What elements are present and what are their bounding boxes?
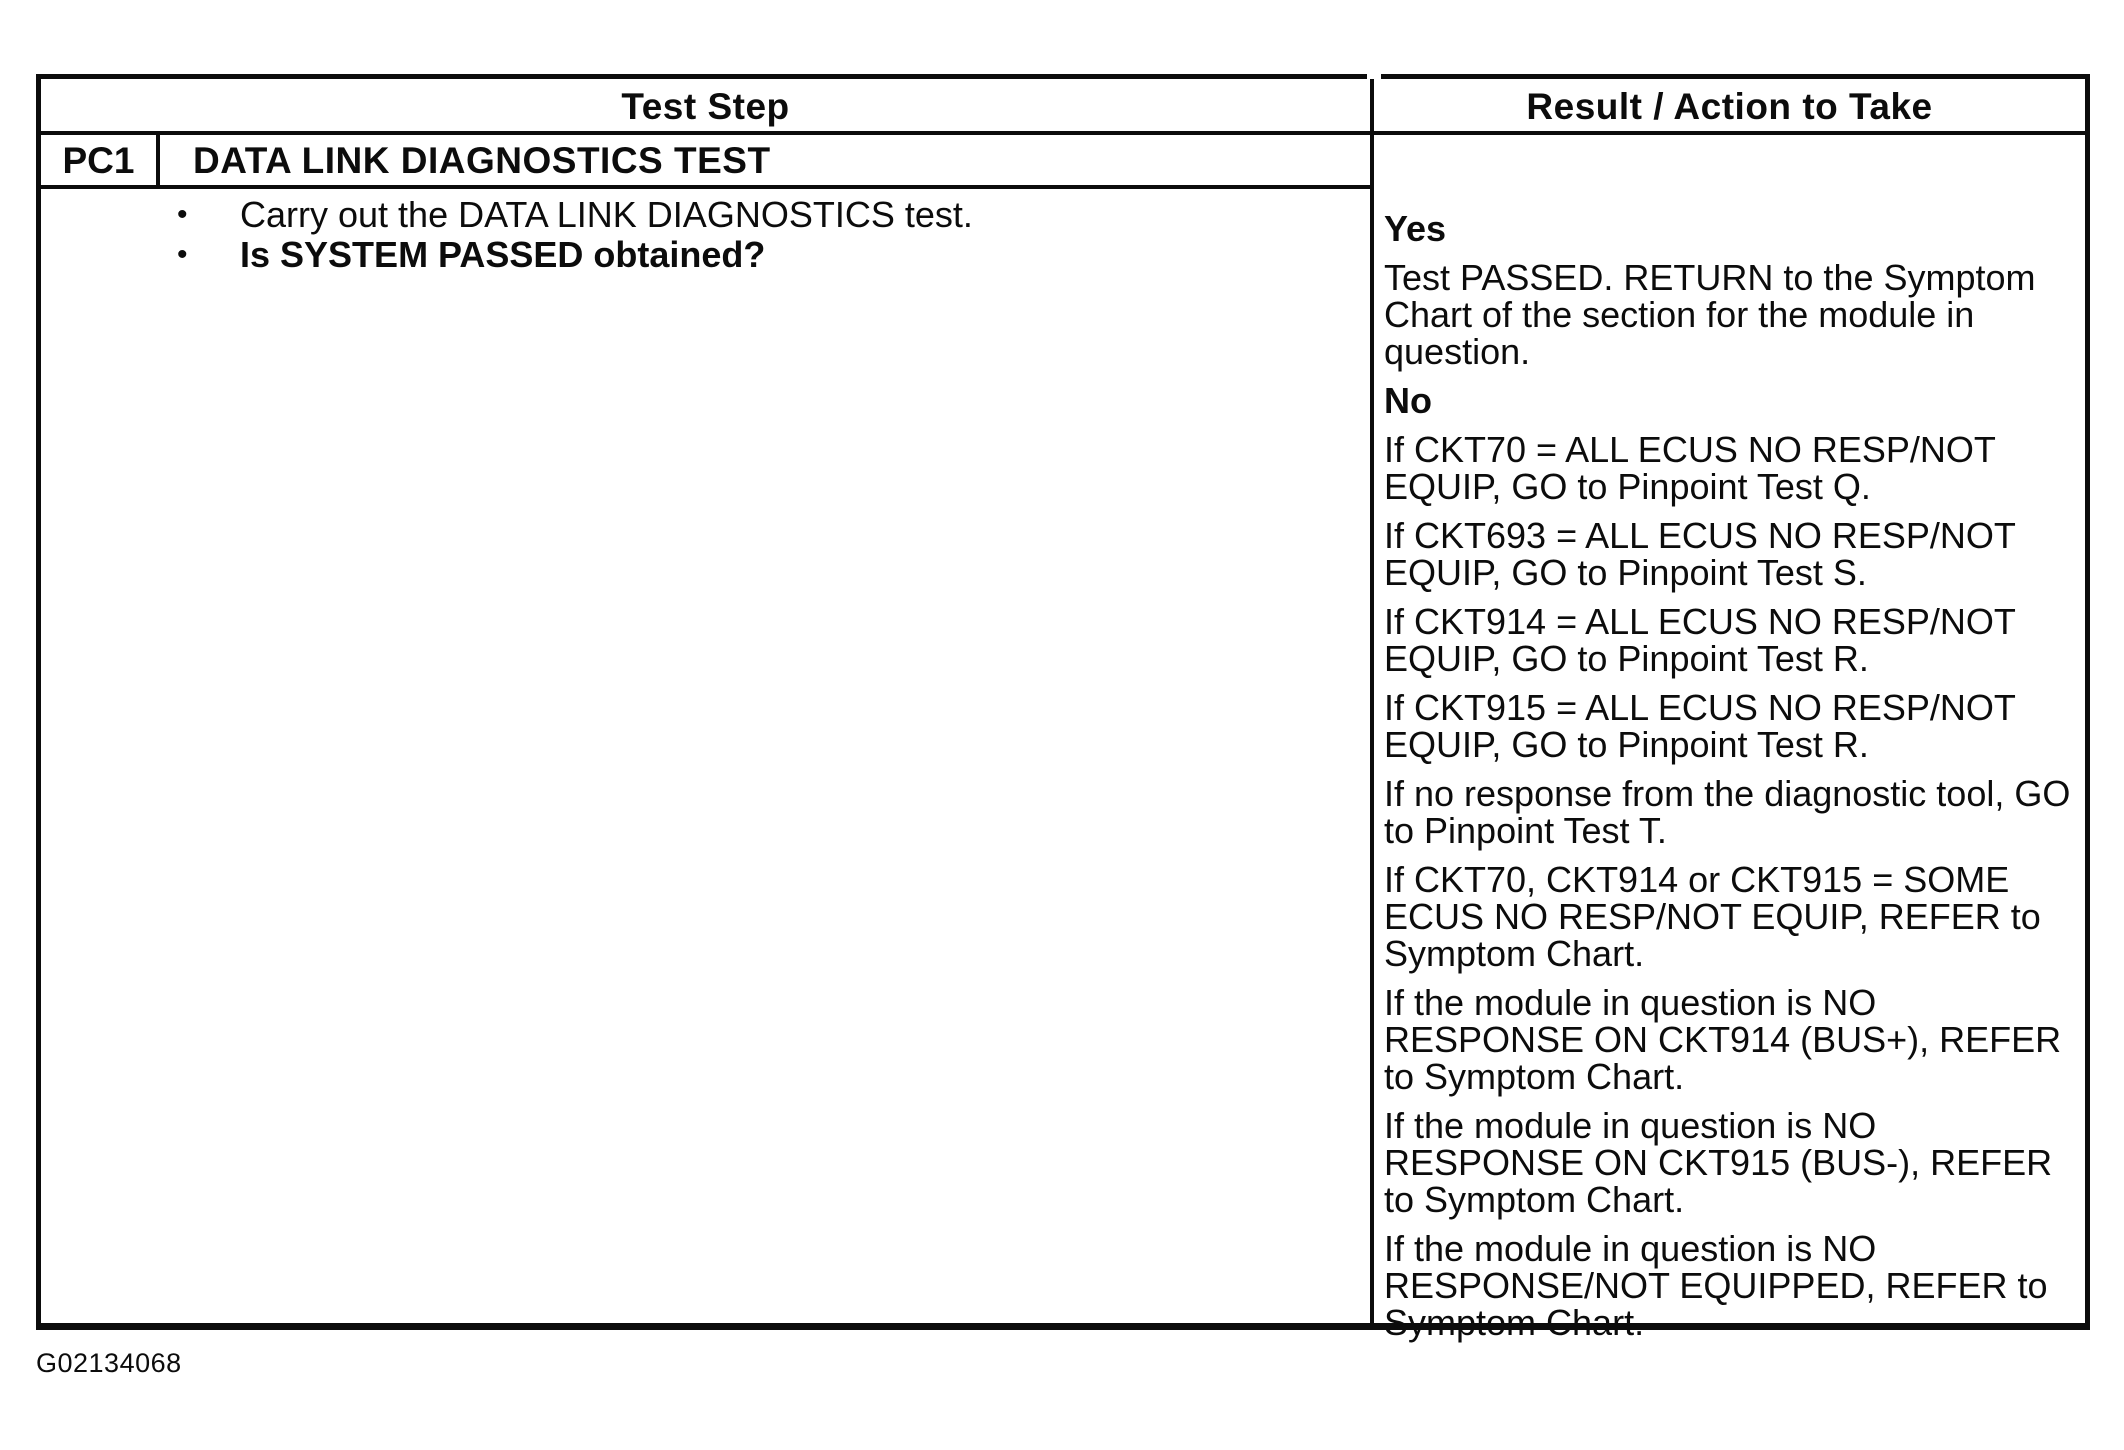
result-paragraph: If no response from the diagnostic tool, GO to Pinpoint Test T. — [1384, 773, 2071, 851]
test-step-text: Carry out the DATA LINK DIAGNOSTICS test. — [240, 194, 973, 235]
result-action-list — [1384, 196, 2076, 1341]
result-paragraph: Test PASSED. RETURN to the Symptom Chart of the section for the module in question. — [1384, 257, 2036, 372]
test-step-item — [177, 235, 1337, 275]
result-paragraph: If CKT915 = ALL ECUS NO RESP/NOT EQUIP, GO to Pinpoint Test R. — [1384, 687, 2016, 765]
step-id: PC1 — [62, 140, 135, 181]
result-paragraph: If CKT70 = ALL ECUS NO RESP/NOT EQUIP, GO to Pinpoint Test Q. — [1384, 429, 1996, 507]
test-step-item — [177, 195, 1337, 235]
bullet-icon: • — [177, 238, 188, 271]
result-paragraph: If the module in question is NO RESPONSE ON CKT914 (BUS+), REFER to Symptom Chart. — [1384, 982, 2062, 1097]
test-step-question: Is SYSTEM PASSED obtained? — [240, 234, 766, 275]
result-heading-no: No — [1384, 380, 1432, 421]
result-paragraph: If CKT693 = ALL ECUS NO RESP/NOT EQUIP, GO to Pinpoint Test S. — [1384, 515, 2016, 593]
step-title: DATA LINK DIAGNOSTICS TEST — [193, 140, 771, 181]
scan-artifact-gap — [1367, 74, 1381, 79]
bullet-icon: • — [177, 198, 188, 231]
result-paragraph: If CKT70, CKT914 or CKT915 = SOME ECUS NO RESP/NOT EQUIP, REFER to Symptom Chart. — [1384, 859, 2041, 974]
column-divider-line — [1370, 79, 1374, 1323]
column-header-test-step: Test Step — [621, 86, 790, 127]
step-row-separator-line — [41, 185, 1370, 189]
result-paragraph: If CKT914 = ALL ECUS NO RESP/NOT EQUIP, GO to Pinpoint Test R. — [1384, 601, 2016, 679]
test-step-list — [177, 195, 1337, 275]
result-heading-yes: Yes — [1384, 208, 1447, 249]
column-header-result-action: Result / Action to Take — [1526, 86, 1933, 127]
header-separator-line — [41, 131, 2085, 135]
result-paragraph: If the module in question is NO RESPONSE ON CKT915 (BUS-), REFER to Symptom Chart. — [1384, 1105, 2053, 1220]
figure-id-label: G02134068 — [36, 1348, 182, 1378]
step-id-divider-line — [156, 131, 160, 189]
result-paragraph: If the module in question is NO RESPONSE/NOT EQUIPPED, REFER to Symptom Chart. — [1384, 1228, 2048, 1343]
pinpoint-test-table — [36, 74, 2090, 1343]
